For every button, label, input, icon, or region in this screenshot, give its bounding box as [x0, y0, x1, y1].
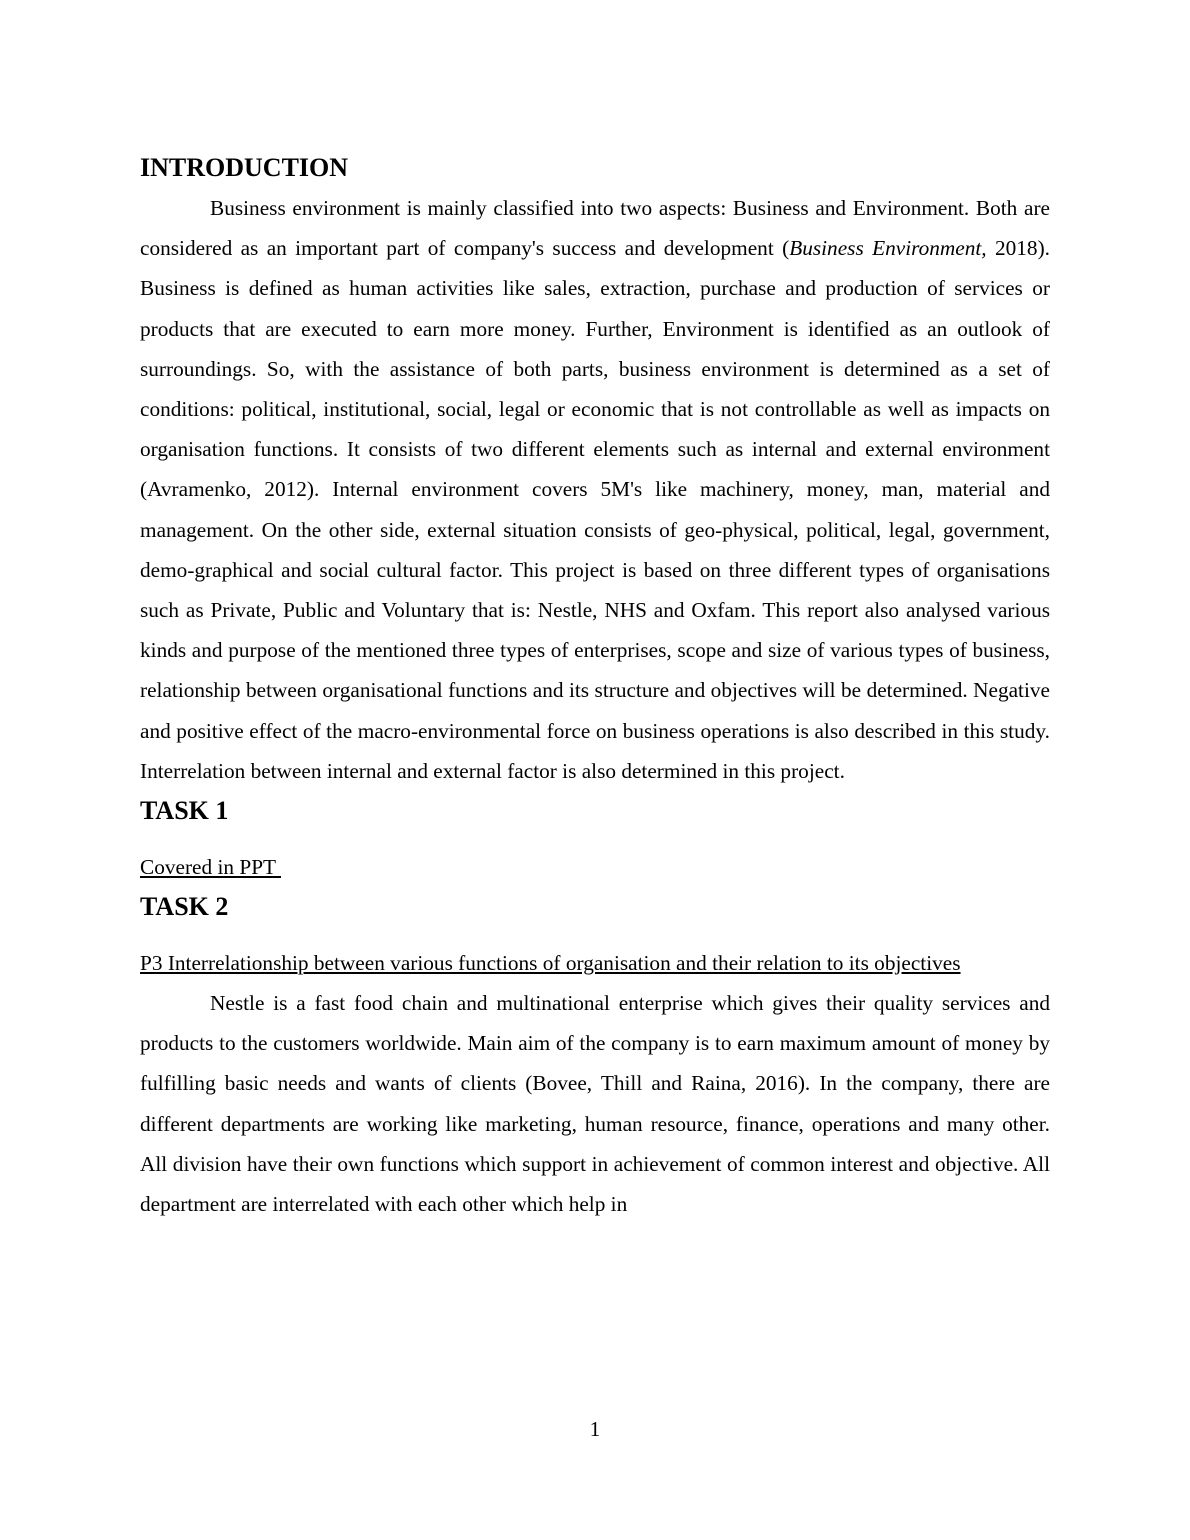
introduction-text-part1: Business environment is mainly classified into two aspects: Business and Environment. Both are considered as an important part of company's success and development (	[140, 196, 1050, 261]
p3-paragraph: Nestle is a fast food chain and multinational enterprise which gives their quality services and products to the customers worldwide. Main aim of the company is to earn maximum amount of money by fulfilling basic needs and wants of clients (Bovee, Thill and Raina, 2016). In the company, there are different departments are working like marketing, human resource, finance, operations and many other. All division have their own functions which support in achievement of common interest and objective. All department are interrelated with each other which help in	[140, 991, 1050, 1217]
introduction-text-part2: 2018). Business is defined as human activities like sales, extraction, purchase and production of services or products that are executed to earn more money. Further, Environment is identified as an outlook of surroundings. So, with the assistance of both parts, business environment is determined as a set of conditions: political, institutional, social, legal or economic that is not controllable as well as impacts on organisation functions. It consists of two different elements such as internal and external environment (Avramenko, 2012). Internal environment covers 5M's like machinery, money, man, material and management. On the other side, external situation consists of geo-physical, political, legal, government, demo-graphical and social cultural factor. This project is based on three different types of organisations such as Private, Public and Voluntary that is: Nestle, NHS and Oxfam. This report also analysed various kinds and purpose of the mentioned three types of enterprises, scope and size of various types of business, relationship between organisational functions and its structure and objectives will be determined. Negative and positive effect of the macro-environmental force on business operations is also described in this study. Interrelation between internal and external factor is also determined in this project.	[140, 236, 1050, 783]
task2-heading: TASK 2	[140, 892, 229, 922]
citation-business-environment: Business Environment,	[789, 236, 987, 261]
task1-heading: TASK 1	[140, 796, 229, 826]
introduction-paragraph	[140, 188, 1050, 791]
p3-subheading: P3 Interrelationship between various functions of organisation and their relation to its objectives	[140, 951, 961, 976]
page-content	[140, 148, 1050, 1224]
introduction-heading: INTRODUCTION	[140, 153, 349, 182]
task1-covered-note: Covered in PPT	[140, 855, 281, 880]
page-number: 1	[589, 1417, 601, 1441]
